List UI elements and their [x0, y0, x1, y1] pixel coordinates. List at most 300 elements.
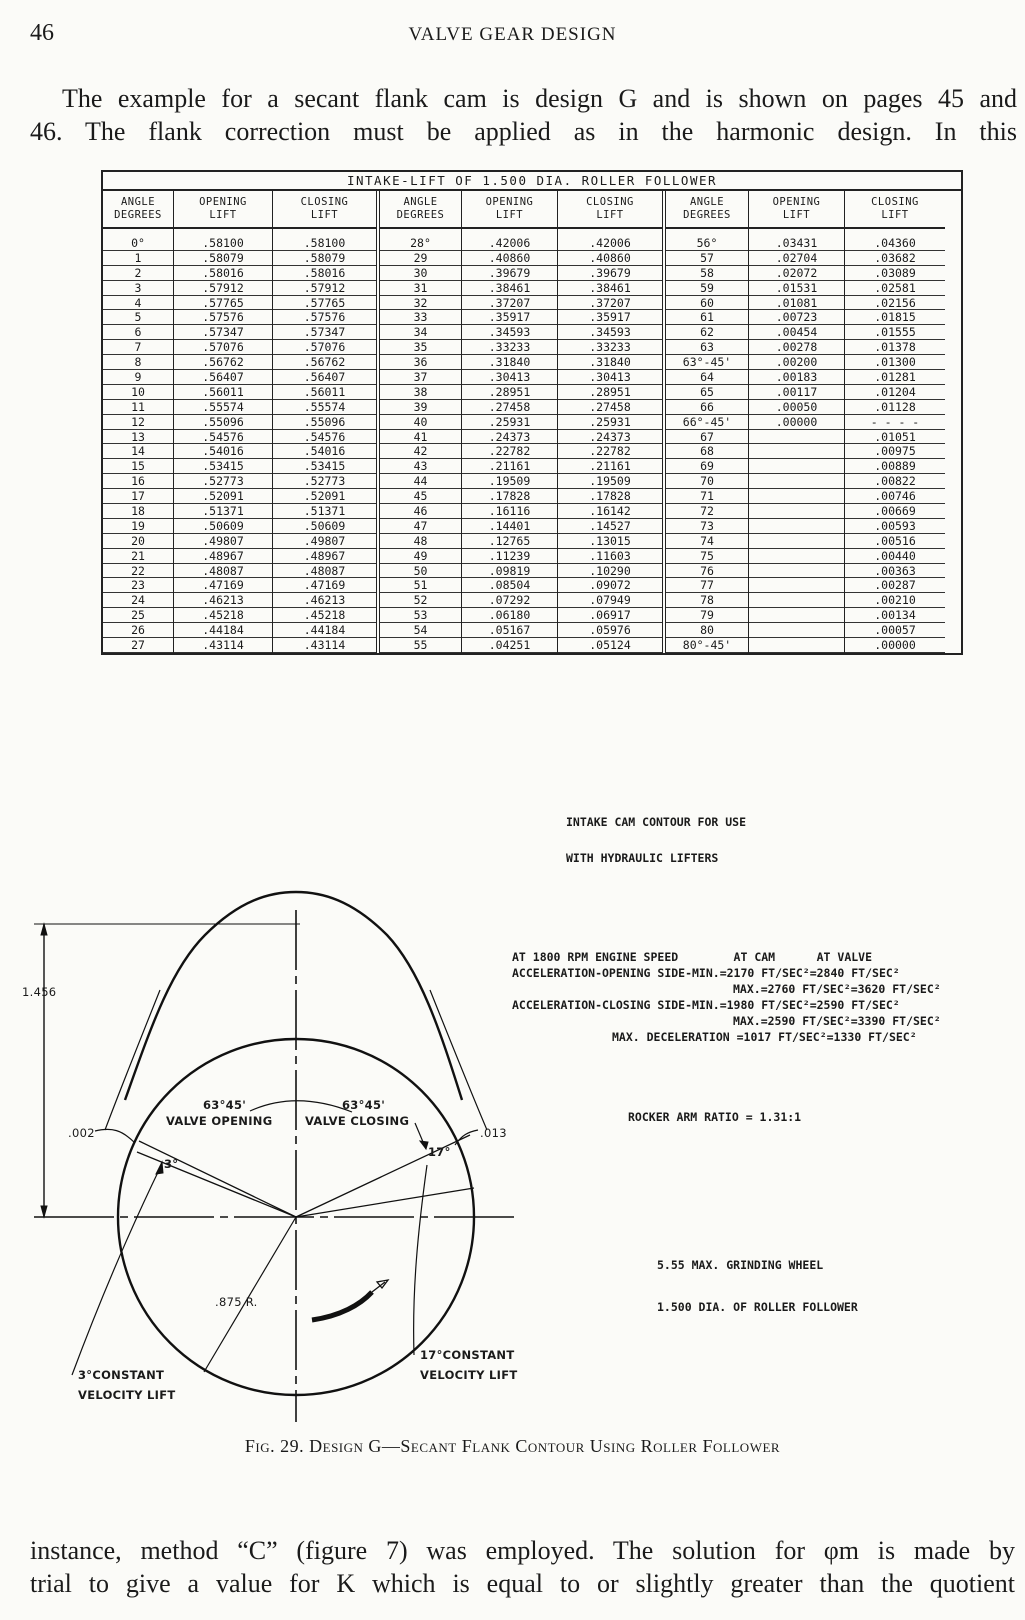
- table-cell: .57347: [174, 325, 272, 340]
- table-cell: .48087: [174, 564, 272, 579]
- table-cell: 47: [380, 519, 461, 534]
- spec-deceleration: MAX. DECELERATION =1017 FT/SEC²=1330 FT/SEC²: [612, 1030, 917, 1044]
- table-cell: .56011: [273, 385, 376, 400]
- table-cell: .06180: [462, 608, 557, 623]
- table-cell: 56°: [666, 236, 748, 251]
- right-note: [420, 1345, 518, 1385]
- table-cell: .01281: [845, 370, 945, 385]
- table-cell: .50609: [273, 519, 376, 534]
- column-header-line: OPENING: [199, 196, 247, 208]
- table-cell: .00000: [845, 638, 945, 653]
- table-cell: .33233: [462, 340, 557, 355]
- table-cell: 54: [380, 623, 461, 638]
- rotation-arrow: [312, 1292, 372, 1320]
- table-cell: .00889: [845, 459, 945, 474]
- table-cell: .53415: [174, 459, 272, 474]
- table-cell: 75: [666, 549, 748, 564]
- table-cell: 80: [666, 623, 748, 638]
- table-cell: .01531: [749, 281, 844, 296]
- table-cell: .08504: [462, 578, 557, 593]
- table-cell: 43: [380, 459, 461, 474]
- table-cell: 49: [380, 549, 461, 564]
- column-opening-lift: [461, 191, 557, 653]
- figure-caption: Fig. 29. Design G—Secant Flank Contour Using Roller Follower: [244, 1436, 781, 1456]
- table-cell: 38: [380, 385, 461, 400]
- table-cell: 72: [666, 504, 748, 519]
- table-cell: .00822: [845, 474, 945, 489]
- table-cell: .00200: [749, 355, 844, 370]
- table-cell: .16142: [558, 504, 662, 519]
- table-cell: .58079: [174, 251, 272, 266]
- table-cell: 19: [103, 519, 173, 534]
- table-cell: .58079: [273, 251, 376, 266]
- column-angle: [666, 191, 748, 653]
- table-cell: .56762: [174, 355, 272, 370]
- column-header-line: LIFT: [596, 209, 624, 221]
- table-cell: .01378: [845, 340, 945, 355]
- table-cell: 15: [103, 459, 173, 474]
- table-cell: 62: [666, 325, 748, 340]
- table-cell: 40: [380, 415, 461, 430]
- table-cell: .04360: [845, 236, 945, 251]
- table-cell: [749, 623, 844, 638]
- lift-table: [101, 170, 963, 655]
- column-header-line: LIFT: [881, 209, 909, 221]
- column-header: [462, 191, 557, 229]
- table-cell: .43114: [273, 638, 376, 653]
- table-cell: 9: [103, 370, 173, 385]
- table-cell: .58016: [273, 266, 376, 281]
- column-header-line: ANGLE: [689, 196, 725, 208]
- table-cell: .02156: [845, 296, 945, 311]
- cam-figure: [0, 760, 1025, 1440]
- table-cell: .45218: [273, 608, 376, 623]
- table-cell: .57765: [174, 296, 272, 311]
- table-cell: 73: [666, 519, 748, 534]
- table-cell: .58100: [273, 236, 376, 251]
- table-cell: .54016: [273, 444, 376, 459]
- table-cell: 64: [666, 370, 748, 385]
- table-cell: .48967: [273, 549, 376, 564]
- column-header: [380, 191, 461, 229]
- table-cell: [749, 578, 844, 593]
- closing-label: VALVE CLOSING: [305, 1114, 410, 1128]
- table-cell: 63: [666, 340, 748, 355]
- column-header-line: DEGREES: [683, 209, 731, 221]
- table-cell: .31840: [462, 355, 557, 370]
- table-cell: 28°: [380, 236, 461, 251]
- left-note-line: 3°CONSTANT: [78, 1368, 165, 1382]
- table-cell: 68: [666, 444, 748, 459]
- table-cell: 18: [103, 504, 173, 519]
- title-note: [566, 792, 746, 888]
- table-cell: .22782: [462, 444, 557, 459]
- column-header-line: CLOSING: [871, 196, 919, 208]
- table-cell: .56407: [174, 370, 272, 385]
- table-cell: [749, 474, 844, 489]
- table-cell: .05124: [558, 638, 662, 653]
- table-cell: 66°-45': [666, 415, 748, 430]
- table-cell: .27458: [558, 400, 662, 415]
- column-closing-lift: [844, 191, 945, 653]
- column-opening-lift: [748, 191, 844, 653]
- column-header-line: LIFT: [310, 209, 339, 221]
- table-cell: .24373: [558, 430, 662, 445]
- table-grid: [103, 191, 961, 653]
- table-cell: 70: [666, 474, 748, 489]
- table-cell: .52773: [273, 474, 376, 489]
- table-cell: .12765: [462, 534, 557, 549]
- table-cell: [749, 534, 844, 549]
- column-header: [558, 191, 662, 229]
- column-header: [845, 191, 945, 229]
- table-cell: .55574: [174, 400, 272, 415]
- table-cell: [749, 504, 844, 519]
- table-cell: .11603: [558, 549, 662, 564]
- closing-angle: 63°45': [342, 1098, 386, 1112]
- table-cell: .38461: [558, 281, 662, 296]
- table-cell: .50609: [174, 519, 272, 534]
- table-cell: 65: [666, 385, 748, 400]
- table-cell: .03089: [845, 266, 945, 281]
- table-cell: .02581: [845, 281, 945, 296]
- table-cell: .00287: [845, 578, 945, 593]
- table-cell: .14401: [462, 519, 557, 534]
- table-cell: 10: [103, 385, 173, 400]
- table-cell: .44184: [273, 623, 376, 638]
- table-cell: .00746: [845, 489, 945, 504]
- table-cell: 76: [666, 564, 748, 579]
- table-cell: 3: [103, 281, 173, 296]
- table-cell: .00723: [749, 310, 844, 325]
- table-cell: .01051: [845, 430, 945, 445]
- table-cell: .57076: [273, 340, 376, 355]
- table-cell: .00210: [845, 593, 945, 608]
- table-cell: [749, 638, 844, 653]
- table-cell: 17: [103, 489, 173, 504]
- table-cell: .54576: [174, 430, 272, 445]
- table-cell: .03682: [845, 251, 945, 266]
- table-cell: 50: [380, 564, 461, 579]
- table-cell: .11239: [462, 549, 557, 564]
- spec-header: AT 1800 RPM ENGINE SPEED AT CAM AT VALVE: [512, 950, 873, 964]
- table-cell: - - - -: [845, 415, 945, 430]
- table-cell: 77: [666, 578, 748, 593]
- column-header-line: DEGREES: [396, 209, 445, 221]
- table-cell: .00593: [845, 519, 945, 534]
- table-cell: 5: [103, 310, 173, 325]
- right-note-leader: [414, 1165, 427, 1355]
- table-cell: .30413: [558, 370, 662, 385]
- cam-nose-profile: [125, 892, 462, 1100]
- table-cell: .00278: [749, 340, 844, 355]
- left-clearance: .002: [68, 1126, 95, 1140]
- paragraph-top: [30, 82, 1017, 148]
- table-cell: .05976: [558, 623, 662, 638]
- table-cell: 44: [380, 474, 461, 489]
- table-cell: 41: [380, 430, 461, 445]
- table-cell: .56407: [273, 370, 376, 385]
- table-cell: 71: [666, 489, 748, 504]
- running-head: VALVE GEAR DESIGN: [408, 24, 617, 45]
- table-cell: 46: [380, 504, 461, 519]
- spec-opening-max: MAX.=2760 FT/SEC²=3620 FT/SEC²: [733, 982, 941, 996]
- table-cell: 80°-45': [666, 638, 748, 653]
- table-cell: [749, 459, 844, 474]
- table-cell: .13015: [558, 534, 662, 549]
- table-cell: 7: [103, 340, 173, 355]
- table-title: INTAKE-LIFT OF 1.500 DIA. ROLLER FOLLOWER: [103, 172, 961, 191]
- table-cell: .30413: [462, 370, 557, 385]
- column-header-line: CLOSING: [586, 196, 634, 208]
- table-cell: .00000: [749, 415, 844, 430]
- table-cell: 0°: [103, 236, 173, 251]
- grinding-note: [657, 1230, 858, 1342]
- table-cell: .56011: [174, 385, 272, 400]
- table-cell: 23: [103, 578, 173, 593]
- rocker-arm-ratio: ROCKER ARM RATIO = 1.31:1: [628, 1110, 802, 1124]
- table-cell: .00440: [845, 549, 945, 564]
- paragraph-bottom: [30, 1534, 1015, 1600]
- table-cell: 74: [666, 534, 748, 549]
- table-cell: .49807: [174, 534, 272, 549]
- table-cell: .48087: [273, 564, 376, 579]
- table-cell: 12: [103, 415, 173, 430]
- paragraph-line: 46. The flank correction must be applied as in the harmonic design. In this: [30, 117, 1017, 146]
- table-cell: .35917: [462, 310, 557, 325]
- angle-17: 17°: [428, 1145, 451, 1159]
- table-cell: 37: [380, 370, 461, 385]
- table-cell: 14: [103, 444, 173, 459]
- column-header-line: ANGLE: [403, 196, 438, 208]
- table-cell: 67: [666, 430, 748, 445]
- table-cell: .52091: [273, 489, 376, 504]
- table-cell: .10290: [558, 564, 662, 579]
- table-cell: .51371: [174, 504, 272, 519]
- column-angle: [380, 191, 461, 653]
- spec-opening-min: ACCELERATION-OPENING SIDE-MIN.=2170 FT/SEC²=2840 FT/SEC²: [512, 966, 900, 980]
- table-cell: .24373: [462, 430, 557, 445]
- column-angle: [103, 191, 173, 653]
- table-cell: 20: [103, 534, 173, 549]
- table-cell: 8: [103, 355, 173, 370]
- table-cell: .28951: [462, 385, 557, 400]
- table-cell: .54576: [273, 430, 376, 445]
- table-cell: .52091: [174, 489, 272, 504]
- grinding-note-line: 5.55 MAX. GRINDING WHEEL: [657, 1258, 824, 1272]
- table-cell: .01555: [845, 325, 945, 340]
- table-cell: .54016: [174, 444, 272, 459]
- table-cell: .44184: [174, 623, 272, 638]
- table-cell: .00050: [749, 400, 844, 415]
- table-cell: .22782: [558, 444, 662, 459]
- table-cell: .17828: [558, 489, 662, 504]
- table-cell: 53: [380, 608, 461, 623]
- table-cell: 78: [666, 593, 748, 608]
- table-cell: 26: [103, 623, 173, 638]
- column-closing-lift: [272, 191, 376, 653]
- table-cell: 57: [666, 251, 748, 266]
- table-cell: 69: [666, 459, 748, 474]
- table-cell: .47169: [273, 578, 376, 593]
- table-cell: .52773: [174, 474, 272, 489]
- opening-label: VALVE OPENING: [166, 1114, 273, 1128]
- table-cell: 4: [103, 296, 173, 311]
- table-cell: 58: [666, 266, 748, 281]
- table-cell: .21161: [462, 459, 557, 474]
- table-cell: .39679: [462, 266, 557, 281]
- table-cell: .33233: [558, 340, 662, 355]
- table-cell: .09072: [558, 578, 662, 593]
- table-cell: [749, 444, 844, 459]
- table-cell: .03431: [749, 236, 844, 251]
- table-cell: .01081: [749, 296, 844, 311]
- table-cell: .00516: [845, 534, 945, 549]
- left-note: [78, 1365, 176, 1405]
- table-cell: 21: [103, 549, 173, 564]
- right-note-line: 17°CONSTANT: [420, 1348, 515, 1362]
- table-cell: .01815: [845, 310, 945, 325]
- opening-ray-2: [137, 1152, 296, 1217]
- table-cell: .57765: [273, 296, 376, 311]
- column-header-line: LIFT: [209, 209, 237, 221]
- table-cell: 61: [666, 310, 748, 325]
- table-cell: .25931: [462, 415, 557, 430]
- table-cell: .42006: [558, 236, 662, 251]
- table-cell: 27: [103, 638, 173, 653]
- table-cell: .57347: [273, 325, 376, 340]
- table-cell: .37207: [462, 296, 557, 311]
- table-cell: [749, 608, 844, 623]
- table-cell: .46213: [273, 593, 376, 608]
- table-cell: [749, 430, 844, 445]
- table-cell: 79: [666, 608, 748, 623]
- opening-angle: 63°45': [203, 1098, 247, 1112]
- table-cell: .09819: [462, 564, 557, 579]
- column-header-line: LIFT: [782, 209, 811, 221]
- table-cell: .00975: [845, 444, 945, 459]
- cam-diagram: [0, 760, 1025, 1440]
- table-cell: 39: [380, 400, 461, 415]
- table-cell: 52: [380, 593, 461, 608]
- column-header-line: LIFT: [495, 209, 524, 221]
- table-cell: .40860: [558, 251, 662, 266]
- closing-ray-2: [296, 1188, 474, 1217]
- table-cell: [749, 564, 844, 579]
- table-cell: 31: [380, 281, 461, 296]
- column-header-line: OPENING: [772, 196, 821, 208]
- table-cell: .06917: [558, 608, 662, 623]
- opening-ray-1: [139, 1141, 296, 1217]
- table-cell: .57076: [174, 340, 272, 355]
- table-cell: .01204: [845, 385, 945, 400]
- table-group: [376, 191, 662, 653]
- paragraph-line: instance, method “C” (figure 7) was employed. The solution for φm is made by: [30, 1536, 1015, 1565]
- table-cell: [749, 489, 844, 504]
- paragraph-line: The example for a secant flank cam is design G and is shown on pages 45 and: [62, 84, 1017, 113]
- spec-closing-max: MAX.=2590 FT/SEC²=3390 FT/SEC²: [733, 1014, 941, 1028]
- table-cell: 30: [380, 266, 461, 281]
- paragraph-line: trial to give a value for K which is equal to or slightly greater than the quotient: [30, 1569, 1015, 1598]
- table-cell: .14527: [558, 519, 662, 534]
- table-cell: .47169: [174, 578, 272, 593]
- page-number: 46: [30, 20, 54, 46]
- table-cell: .31840: [558, 355, 662, 370]
- table-cell: .28951: [558, 385, 662, 400]
- table-cell: .04251: [462, 638, 557, 653]
- flank-line-left: [105, 990, 160, 1130]
- table-cell: .00454: [749, 325, 844, 340]
- table-cell: .55096: [174, 415, 272, 430]
- column-header: [666, 191, 748, 229]
- table-cell: 22: [103, 564, 173, 579]
- column-header-line: CLOSING: [300, 196, 349, 208]
- table-cell: .21161: [558, 459, 662, 474]
- table-cell: .05167: [462, 623, 557, 638]
- table-cell: .49807: [273, 534, 376, 549]
- right-note-line: VELOCITY LIFT: [420, 1368, 518, 1382]
- table-cell: .57576: [174, 310, 272, 325]
- table-cell: .35917: [558, 310, 662, 325]
- table-cell: 33: [380, 310, 461, 325]
- right-clearance: .013: [480, 1126, 507, 1140]
- table-cell: 55: [380, 638, 461, 653]
- table-cell: [749, 549, 844, 564]
- table-cell: 63°-45': [666, 355, 748, 370]
- column-header-line: DEGREES: [114, 209, 162, 221]
- title-note-line: INTAKE CAM CONTOUR FOR USE: [566, 815, 747, 829]
- angle-3: 3°: [164, 1157, 179, 1171]
- table-cell: [749, 519, 844, 534]
- grinding-note-line: 1.500 DIA. OF ROLLER FOLLOWER: [657, 1300, 858, 1314]
- table-cell: 16: [103, 474, 173, 489]
- column-header-line: ANGLE: [120, 196, 156, 208]
- left-note-leader: [72, 1168, 160, 1375]
- radius-label: .875 R.: [215, 1295, 258, 1309]
- table-cell: .00183: [749, 370, 844, 385]
- column-header-line: OPENING: [485, 196, 534, 208]
- table-cell: .19509: [462, 474, 557, 489]
- table-cell: 45: [380, 489, 461, 504]
- table-cell: 11: [103, 400, 173, 415]
- table-group: [103, 191, 376, 653]
- table-cell: 36: [380, 355, 461, 370]
- table-cell: 59: [666, 281, 748, 296]
- left-note-line: VELOCITY LIFT: [78, 1388, 176, 1402]
- table-cell: .48967: [174, 549, 272, 564]
- table-cell: .17828: [462, 489, 557, 504]
- table-cell: .55096: [273, 415, 376, 430]
- table-cell: .55574: [273, 400, 376, 415]
- table-cell: 13: [103, 430, 173, 445]
- table-cell: .58100: [174, 236, 272, 251]
- table-cell: 24: [103, 593, 173, 608]
- table-cell: .00669: [845, 504, 945, 519]
- table-cell: .38461: [462, 281, 557, 296]
- table-cell: .37207: [558, 296, 662, 311]
- table-cell: .57912: [174, 281, 272, 296]
- table-cell: .46213: [174, 593, 272, 608]
- table-cell: 35: [380, 340, 461, 355]
- table-cell: 42: [380, 444, 461, 459]
- table-cell: .57912: [273, 281, 376, 296]
- column-header: [103, 191, 173, 229]
- table-cell: .34593: [558, 325, 662, 340]
- column-opening-lift: [173, 191, 272, 653]
- table-cell: .58016: [174, 266, 272, 281]
- title-note-line: WITH HYDRAULIC LIFTERS: [566, 851, 719, 865]
- column-header: [174, 191, 272, 229]
